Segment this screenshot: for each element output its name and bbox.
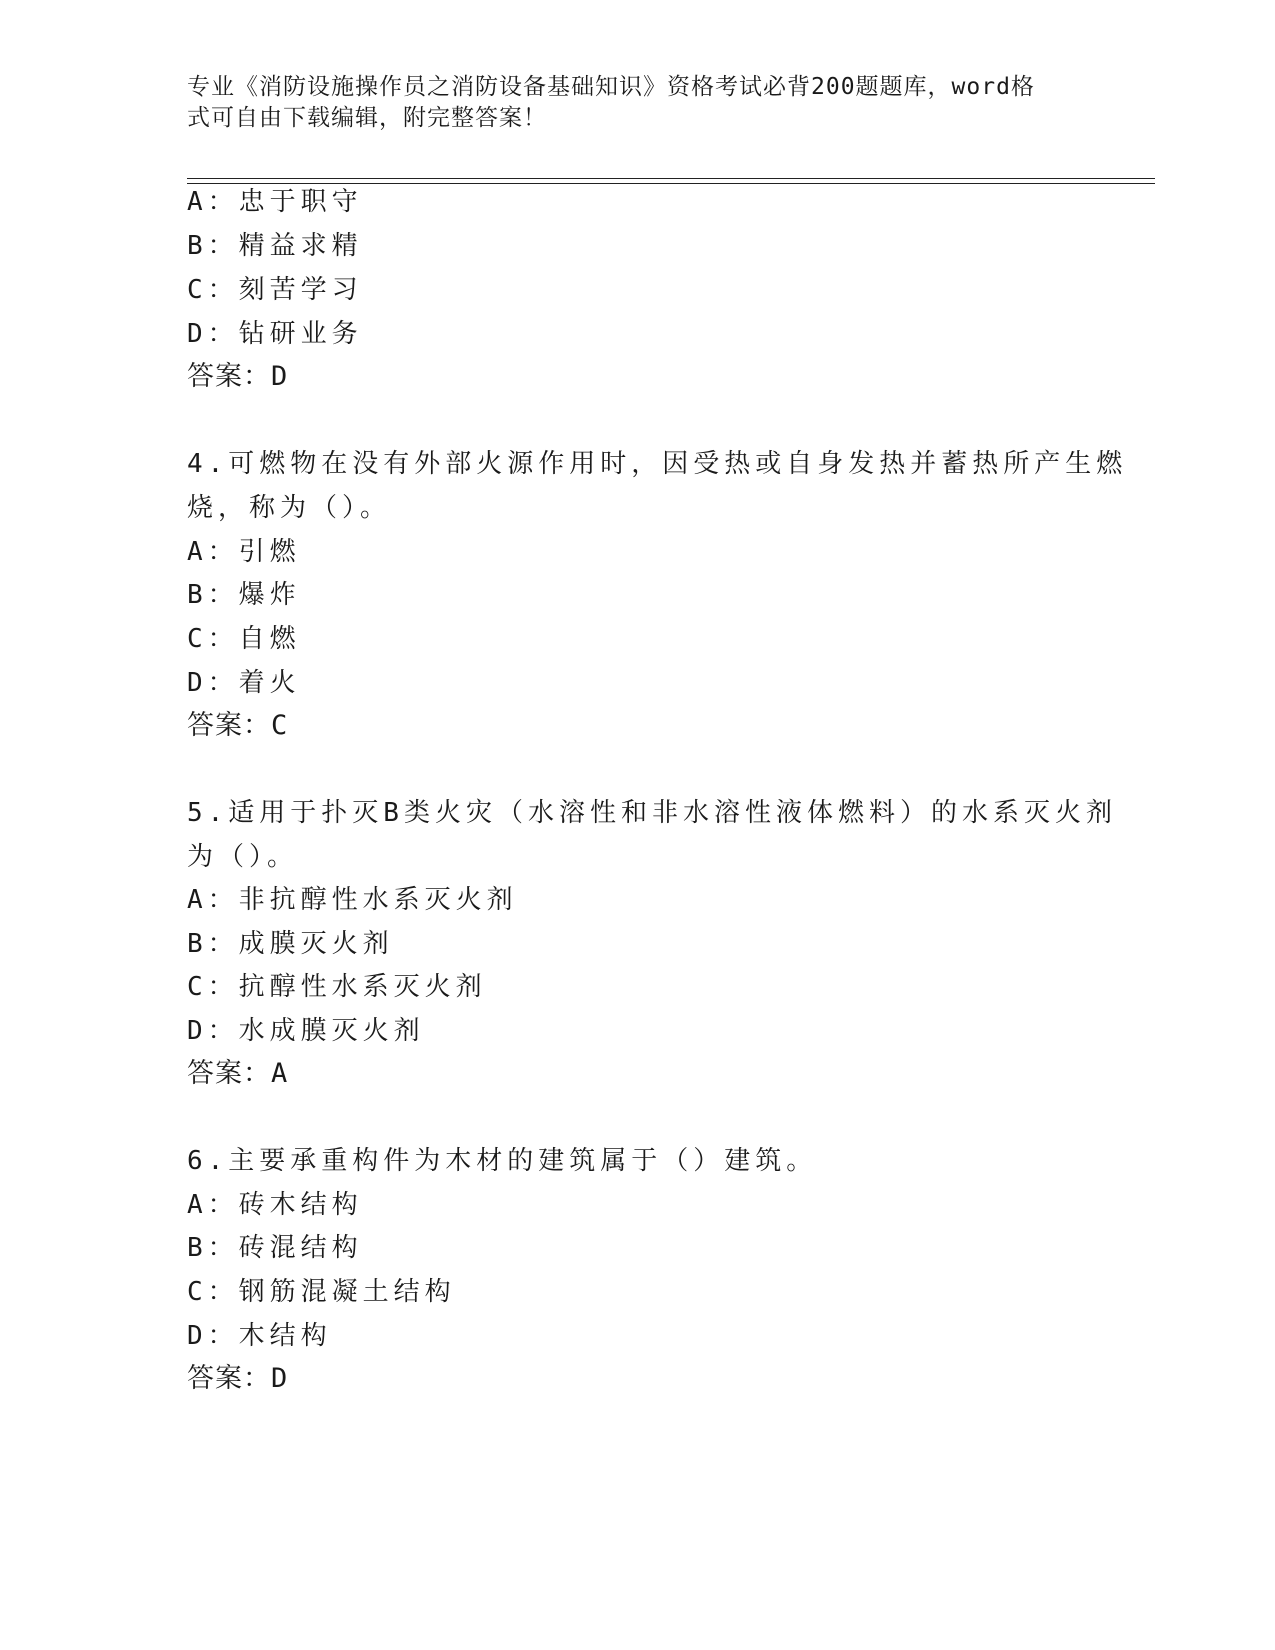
q5-answer-value: A: [271, 1058, 289, 1089]
q6-option-c: C：钢筋混凝土结构: [187, 1277, 456, 1307]
q4-stem-line-1: 4.可燃物在没有外部火源作用时，因受热或自身发热并蓄热所产生燃: [187, 449, 1128, 479]
q5-answer-label: 答案：: [187, 1058, 271, 1089]
q4-option-b: B：爆炸: [187, 580, 301, 610]
q3-answer-label: 答案：: [187, 361, 271, 392]
header-rule-top: [187, 178, 1155, 179]
q4-answer-label: 答案：: [187, 710, 271, 741]
q5-option-c: C：抗醇性水系灭火剂: [187, 972, 487, 1002]
q6-option-a: A：砖木结构: [187, 1190, 363, 1220]
q3-option-b: B：精益求精: [187, 231, 363, 261]
q5-option-a: A：非抗醇性水系灭火剂: [187, 885, 518, 915]
header-title-line-1: 专业《消防设施操作员之消防设备基础知识》资格考试必背200题题库，word格: [187, 74, 1035, 100]
q4-stem-line-2: 烧，称为（）。: [187, 493, 392, 523]
header-title-line-2: 式可自由下载编辑，附完整答案！: [187, 105, 547, 131]
q6-answer-value: D: [271, 1363, 289, 1394]
q6-option-b: B：砖混结构: [187, 1233, 363, 1263]
q3-option-a: A：忠于职守: [187, 187, 363, 217]
q6-option-d: D：木结构: [187, 1321, 332, 1351]
q5-answer: [187, 1058, 288, 1090]
q5-stem-line-2: 为（）。: [187, 842, 299, 872]
document-header: [187, 72, 1067, 134]
q4-option-d: D：着火: [187, 668, 301, 698]
q6-stem-line-1: 6.主要承重构件为木材的建筑属于（）建筑。: [187, 1146, 818, 1176]
q4-option-c: C：自燃: [187, 624, 301, 654]
q4-answer: [187, 710, 288, 742]
q6-answer: [187, 1363, 288, 1395]
header-rule-bottom: [187, 183, 1155, 184]
q5-option-d: D：水成膜灭火剂: [187, 1016, 425, 1046]
q6-answer-label: 答案：: [187, 1363, 271, 1394]
q3-option-d: D：钻研业务: [187, 319, 363, 349]
q4-option-a: A：引燃: [187, 537, 301, 567]
q3-answer-value: D: [271, 361, 289, 392]
q4-answer-value: C: [271, 710, 289, 741]
q5-stem-line-1: 5.适用于扑灭B类火灾（水溶性和非水溶性液体燃料）的水系灭火剂: [187, 798, 1117, 828]
q3-answer: [187, 361, 288, 393]
q3-option-c: C：刻苦学习: [187, 275, 363, 305]
q5-option-b: B：成膜灭火剂: [187, 929, 394, 959]
